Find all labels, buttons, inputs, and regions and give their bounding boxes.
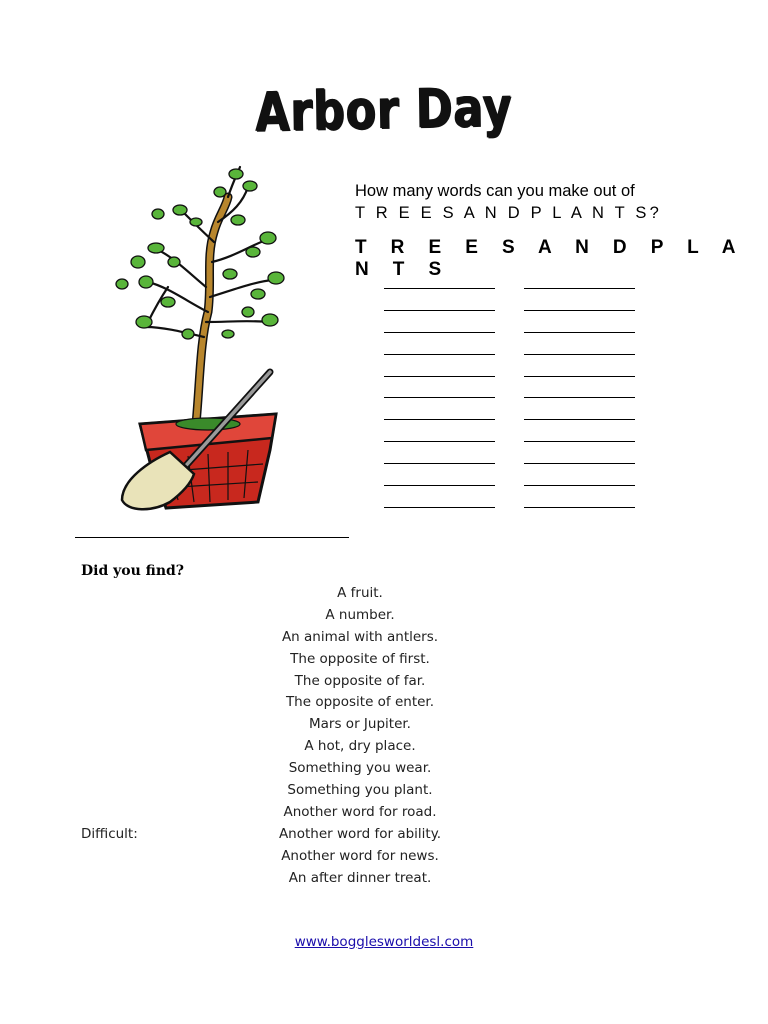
answer-blank[interactable] bbox=[524, 397, 635, 398]
blank-row bbox=[384, 495, 644, 517]
answer-blank[interactable] bbox=[384, 485, 495, 486]
answer-blank[interactable] bbox=[524, 288, 635, 289]
answer-blank[interactable] bbox=[524, 463, 635, 464]
clue-item: Mars or Jupiter. bbox=[309, 716, 411, 733]
question-line-1: How many words can you make out of bbox=[355, 182, 635, 200]
answer-blank[interactable] bbox=[524, 485, 635, 486]
answer-blank[interactable] bbox=[524, 419, 635, 420]
source-phrase: T R E E S A N D P L A N T S bbox=[355, 237, 745, 280]
answer-blank[interactable] bbox=[384, 507, 495, 508]
difficult-label: Difficult: bbox=[81, 826, 138, 842]
blank-row bbox=[384, 429, 644, 451]
blank-row bbox=[384, 276, 644, 298]
blank-row bbox=[384, 385, 644, 407]
clue-list bbox=[210, 583, 510, 889]
question-line-2: T R E E S A N D P L A N T S? bbox=[355, 204, 662, 222]
answer-blank[interactable] bbox=[524, 332, 635, 333]
clue-item: Something you plant. bbox=[287, 782, 433, 799]
answer-blank[interactable] bbox=[384, 288, 495, 289]
clue-item: An after dinner treat. bbox=[288, 869, 432, 886]
blank-row bbox=[384, 473, 644, 495]
page-title: Arbor Day bbox=[255, 75, 513, 144]
section-heading: Did you find? bbox=[81, 563, 184, 579]
divider-line bbox=[75, 537, 349, 538]
answer-blank[interactable] bbox=[524, 507, 635, 508]
clue-item: A number. bbox=[325, 606, 395, 623]
clue-item: The opposite of first. bbox=[290, 650, 430, 667]
answer-blank[interactable] bbox=[384, 463, 495, 464]
answer-blanks bbox=[384, 276, 644, 517]
blank-row bbox=[384, 364, 644, 386]
answer-blank[interactable] bbox=[384, 332, 495, 333]
answer-blank[interactable] bbox=[384, 354, 495, 355]
clue-item: Something you wear. bbox=[288, 760, 432, 777]
clue-item: The opposite of enter. bbox=[285, 694, 435, 711]
answer-blank[interactable] bbox=[384, 419, 495, 420]
answer-blank[interactable] bbox=[524, 310, 635, 311]
blank-row bbox=[384, 342, 644, 364]
clue-item: An animal with antlers. bbox=[281, 628, 439, 645]
answer-blank[interactable] bbox=[384, 376, 495, 377]
blank-row bbox=[384, 298, 644, 320]
clue-item: Another word for ability. bbox=[278, 825, 442, 842]
answer-blank[interactable] bbox=[384, 397, 495, 398]
clue-item: A hot, dry place. bbox=[304, 738, 416, 755]
clue-item: The opposite of far. bbox=[294, 672, 426, 689]
answer-blank[interactable] bbox=[524, 441, 635, 442]
clue-item: A fruit. bbox=[337, 585, 383, 601]
website-link[interactable]: www.bogglesworldesl.com bbox=[294, 934, 474, 950]
blank-row bbox=[384, 407, 644, 429]
blank-row bbox=[384, 320, 644, 342]
potted-tree-illustration bbox=[108, 162, 298, 517]
answer-blank[interactable] bbox=[384, 310, 495, 311]
answer-blank[interactable] bbox=[384, 441, 495, 442]
clue-item: Another word for news. bbox=[281, 847, 439, 864]
clue-item: Another word for road. bbox=[283, 803, 437, 820]
blank-row bbox=[384, 451, 644, 473]
answer-blank[interactable] bbox=[524, 354, 635, 355]
answer-blank[interactable] bbox=[524, 376, 635, 377]
